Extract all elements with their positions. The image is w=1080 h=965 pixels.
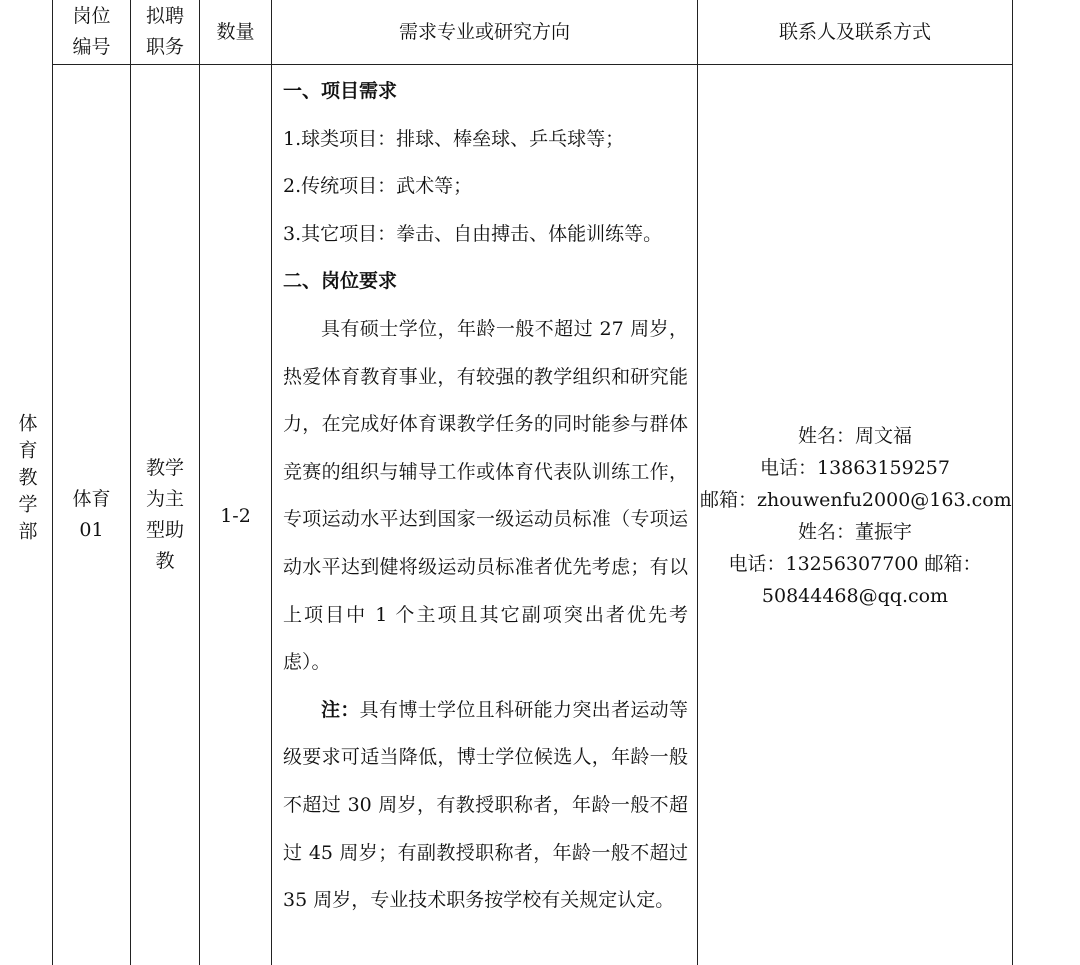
header-post-line2: 职务 (145, 36, 184, 58)
requirement-paragraph: 具有硕士学位，年龄一般不超过 27 周岁，热爱体育教育事业，有较强的教学组织和研究能力，在完成好体育课教学任务的同时能参与群体竞赛的组织与辅导工作或体育代表队训练工作，专项运动水平达到国家一级运动员标准（专项运动水平达到健将级运动员标准者优先考虑；有以上项目中 1 个主项且其它副项突出者优先考虑）。 (283, 317, 688, 674)
header-count: 数量 (216, 20, 255, 43)
header-contact: 联系人及联系方式 (778, 20, 931, 43)
contact-email-1: 邮箱：zhouwenfu2000@163.com (700, 489, 1012, 511)
position-code-line2: 01 (79, 519, 104, 541)
count-cell: 1-2 (220, 504, 251, 527)
note-label: 注： (321, 698, 360, 721)
col-divider (1012, 0, 1013, 965)
contact-name-1: 姓名：周文福 (797, 425, 912, 447)
col-divider (271, 0, 272, 965)
requirements-cell (283, 68, 688, 925)
contact-email-2: 50844468@qq.com (761, 585, 949, 607)
contact-name-2: 姓名：董振宇 (797, 521, 912, 543)
section-project-title: 一、项目需求 (283, 80, 398, 102)
col-divider (697, 0, 698, 965)
post-line2: 为主 (145, 488, 184, 510)
header-divider (52, 64, 1013, 65)
header-position-code-line1: 岗位 (72, 5, 111, 27)
col-divider (199, 0, 200, 965)
contact-cell (700, 420, 1010, 612)
note-paragraph (283, 687, 688, 925)
contact-phone-1: 电话：13863159257 (760, 457, 950, 479)
section-requirement-title: 二、岗位要求 (283, 270, 398, 293)
contact-phone-2: 电话：13256307700 邮箱： (728, 553, 982, 575)
header-major: 需求专业或研究方向 (398, 20, 570, 43)
position-code-cell (53, 480, 130, 550)
post-line3: 型助 (145, 519, 184, 541)
header-position-code (53, 0, 130, 64)
post-line1: 教学 (145, 457, 184, 479)
project-item-3: 3.其它项目：拳击、自由搏击、体能训练等。 (283, 222, 663, 245)
header-post (131, 0, 199, 64)
project-item-2: 2.传统项目：武术等； (283, 175, 473, 198)
note-text: 具有博士学位且科研能力突出者运动等级要求可适当降低，博士学位候选人，年龄一般不超过 30 周岁，有教授职称者，年龄一般不超过 45 周岁；有副教授职称者，年龄一般不超过 35 周岁，专业技术职务按学校有关规定认定。 (283, 698, 688, 912)
department-cell (0, 380, 52, 580)
header-post-line1: 拟聘 (145, 5, 184, 27)
post-cell (131, 450, 199, 580)
position-code-line1: 体育 (72, 488, 111, 510)
header-position-code-line2: 编号 (72, 36, 111, 58)
project-item-1: 1.球类项目：排球、棒垒球、乒乓球等； (283, 127, 625, 150)
department-name: 体育教学部 (15, 412, 38, 548)
post-line4: 教 (155, 550, 175, 572)
